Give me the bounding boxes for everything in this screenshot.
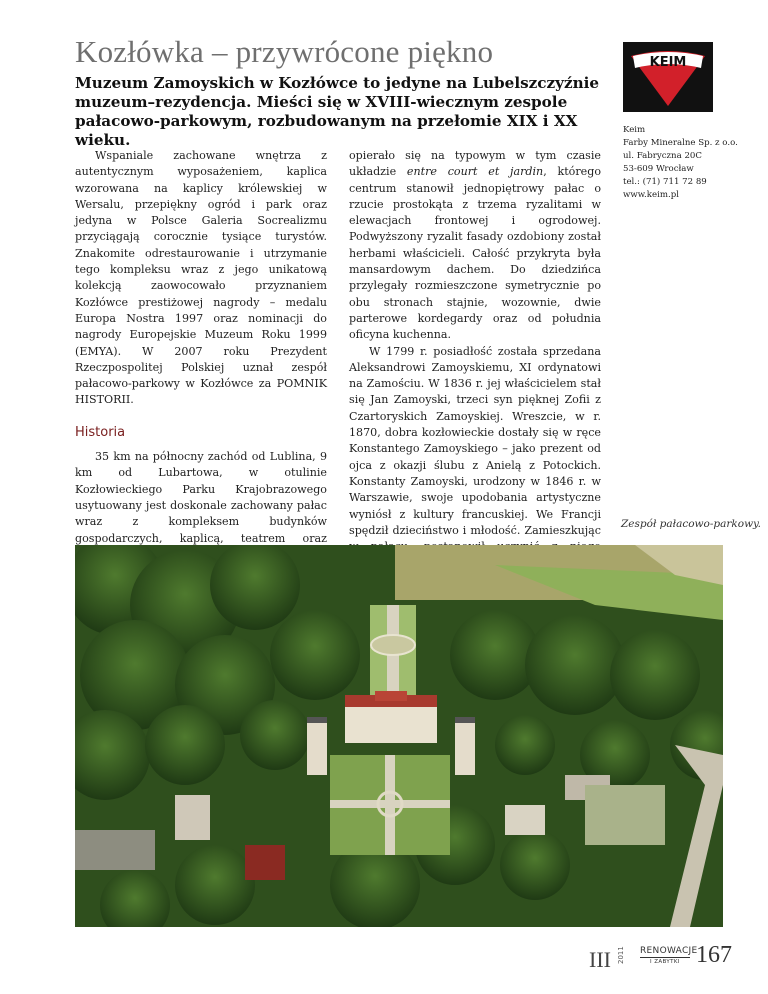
paragraph: 35 km na północny zachód od Lublina, 9 km od Lubartowa, w otulinie Kozłowieckiego Parku Krajobrazowego usytuowany jest doskonale zachowany pałac wraz z kompleksem budynków gospodarczych, kaplicą, teatrem oraz xyxy=(75,450,327,545)
emphasis-text: entre court et jardin xyxy=(406,165,544,179)
divider xyxy=(640,957,690,958)
page-number: 167 xyxy=(696,942,732,968)
aerial-photo xyxy=(75,545,723,927)
company-line: tel.: (71) 711 72 89 xyxy=(623,177,707,187)
photo-caption: Zespół pałacowo-parkowy. xyxy=(621,518,761,530)
section-heading: Historia xyxy=(75,424,126,440)
company-line: Keim xyxy=(623,125,646,135)
paragraph xyxy=(349,148,601,344)
company-line: Farby Mineralne Sp. z o.o. xyxy=(623,138,738,148)
text-run: , którego centrum stanowił jednopiętrowy pałac o rzucie prostokąta z trzema ryzalitami w elewacjach frontowej i ogrodowej. Podwyższony ryzalit fasady ozdobiony został herbami właścicieli. Całość przykryta była mansardowym dachem. Do dziedzińca przylegały rozmieszczone symetrycznie po obu stronach stajnie, wozownie, dwie parterowe kordegardy oraz od południa oficyna kuchenna. xyxy=(349,165,601,342)
company-info xyxy=(623,124,738,202)
article-title: Kozłówka – przywrócone piękno xyxy=(75,34,494,69)
text-run: opierało się na typowym w tym czasie układzie xyxy=(349,149,601,179)
logo-text: KEIM xyxy=(649,55,687,70)
magazine-logo xyxy=(640,946,698,965)
issue-number: III xyxy=(589,947,611,972)
company-line: ul. Fabryczna 20C xyxy=(623,151,702,161)
paragraph: Wspaniale zachowane wnętrza z autentycznym wyposażeniem, kaplica wzorowana na kaplicy królewskiej w Wersalu, przepiękny ogród i park oraz jedyna w Polsce Galeria Socrealizmu przyciągają corocznie tysiące turystów. Znakomite odrestaurowanie i utrzymanie tego kompleksu wraz z jego unikatową kolekcją zaowocowało przyznaniem Kozłówce prestiżowej nagrody – medalu Europa Nostra 1997 oraz nominacji do nagrody Europejskie Muzeum Roku 1999 (EMYA). W 2007 roku Prezydent Rzeczpospolitej Polskiej uznał zespół pałacowo-parkowy w Kozłówce za POMNIK HISTORII. xyxy=(75,149,327,407)
issue-year: 2011 xyxy=(617,946,625,964)
keim-logo xyxy=(623,42,713,112)
magazine-subname: I ZABYTKI xyxy=(650,959,680,965)
company-line: 53-609 Wrocław xyxy=(623,164,694,174)
article-lead: Muzeum Zamoyskich w Kozłówce to jedyne na Lubelszczyźnie muzeum–rezydencja. Mieści się w XVIII-wiecznym zespole pałacowo-parkowym, rozbudowanym na przełomie XIX i XX wieku. xyxy=(75,74,600,149)
magazine-name: RENOWACJE xyxy=(640,946,698,956)
paragraph: W 1799 r. posiadłość została sprzedana Aleksandrowi Zamoyskiemu, XI ordynatowi na Zamościu. W 1836 r. jej właścicielem stał się Jan Zamoyski, trzeci syn pięknej Zofii z Czartoryskich Zamoyskiej. Wreszcie, w r. 1870, dobra kozłowieckie dostały się w ręce Konstantego Zamoyskiego – jako prezent od ojca z okazji ślubu z Anielą z Potockich. Konstanty Zamoyski, urodzony w 1846 r. w Warszawie, swoje upodobania artystyczne wyniósł z kultury francuskiej. We Francji spędził dzieciństwo i młodość. Zamieszkując xyxy=(349,344,601,537)
company-line: www.keim.pl xyxy=(623,190,679,200)
